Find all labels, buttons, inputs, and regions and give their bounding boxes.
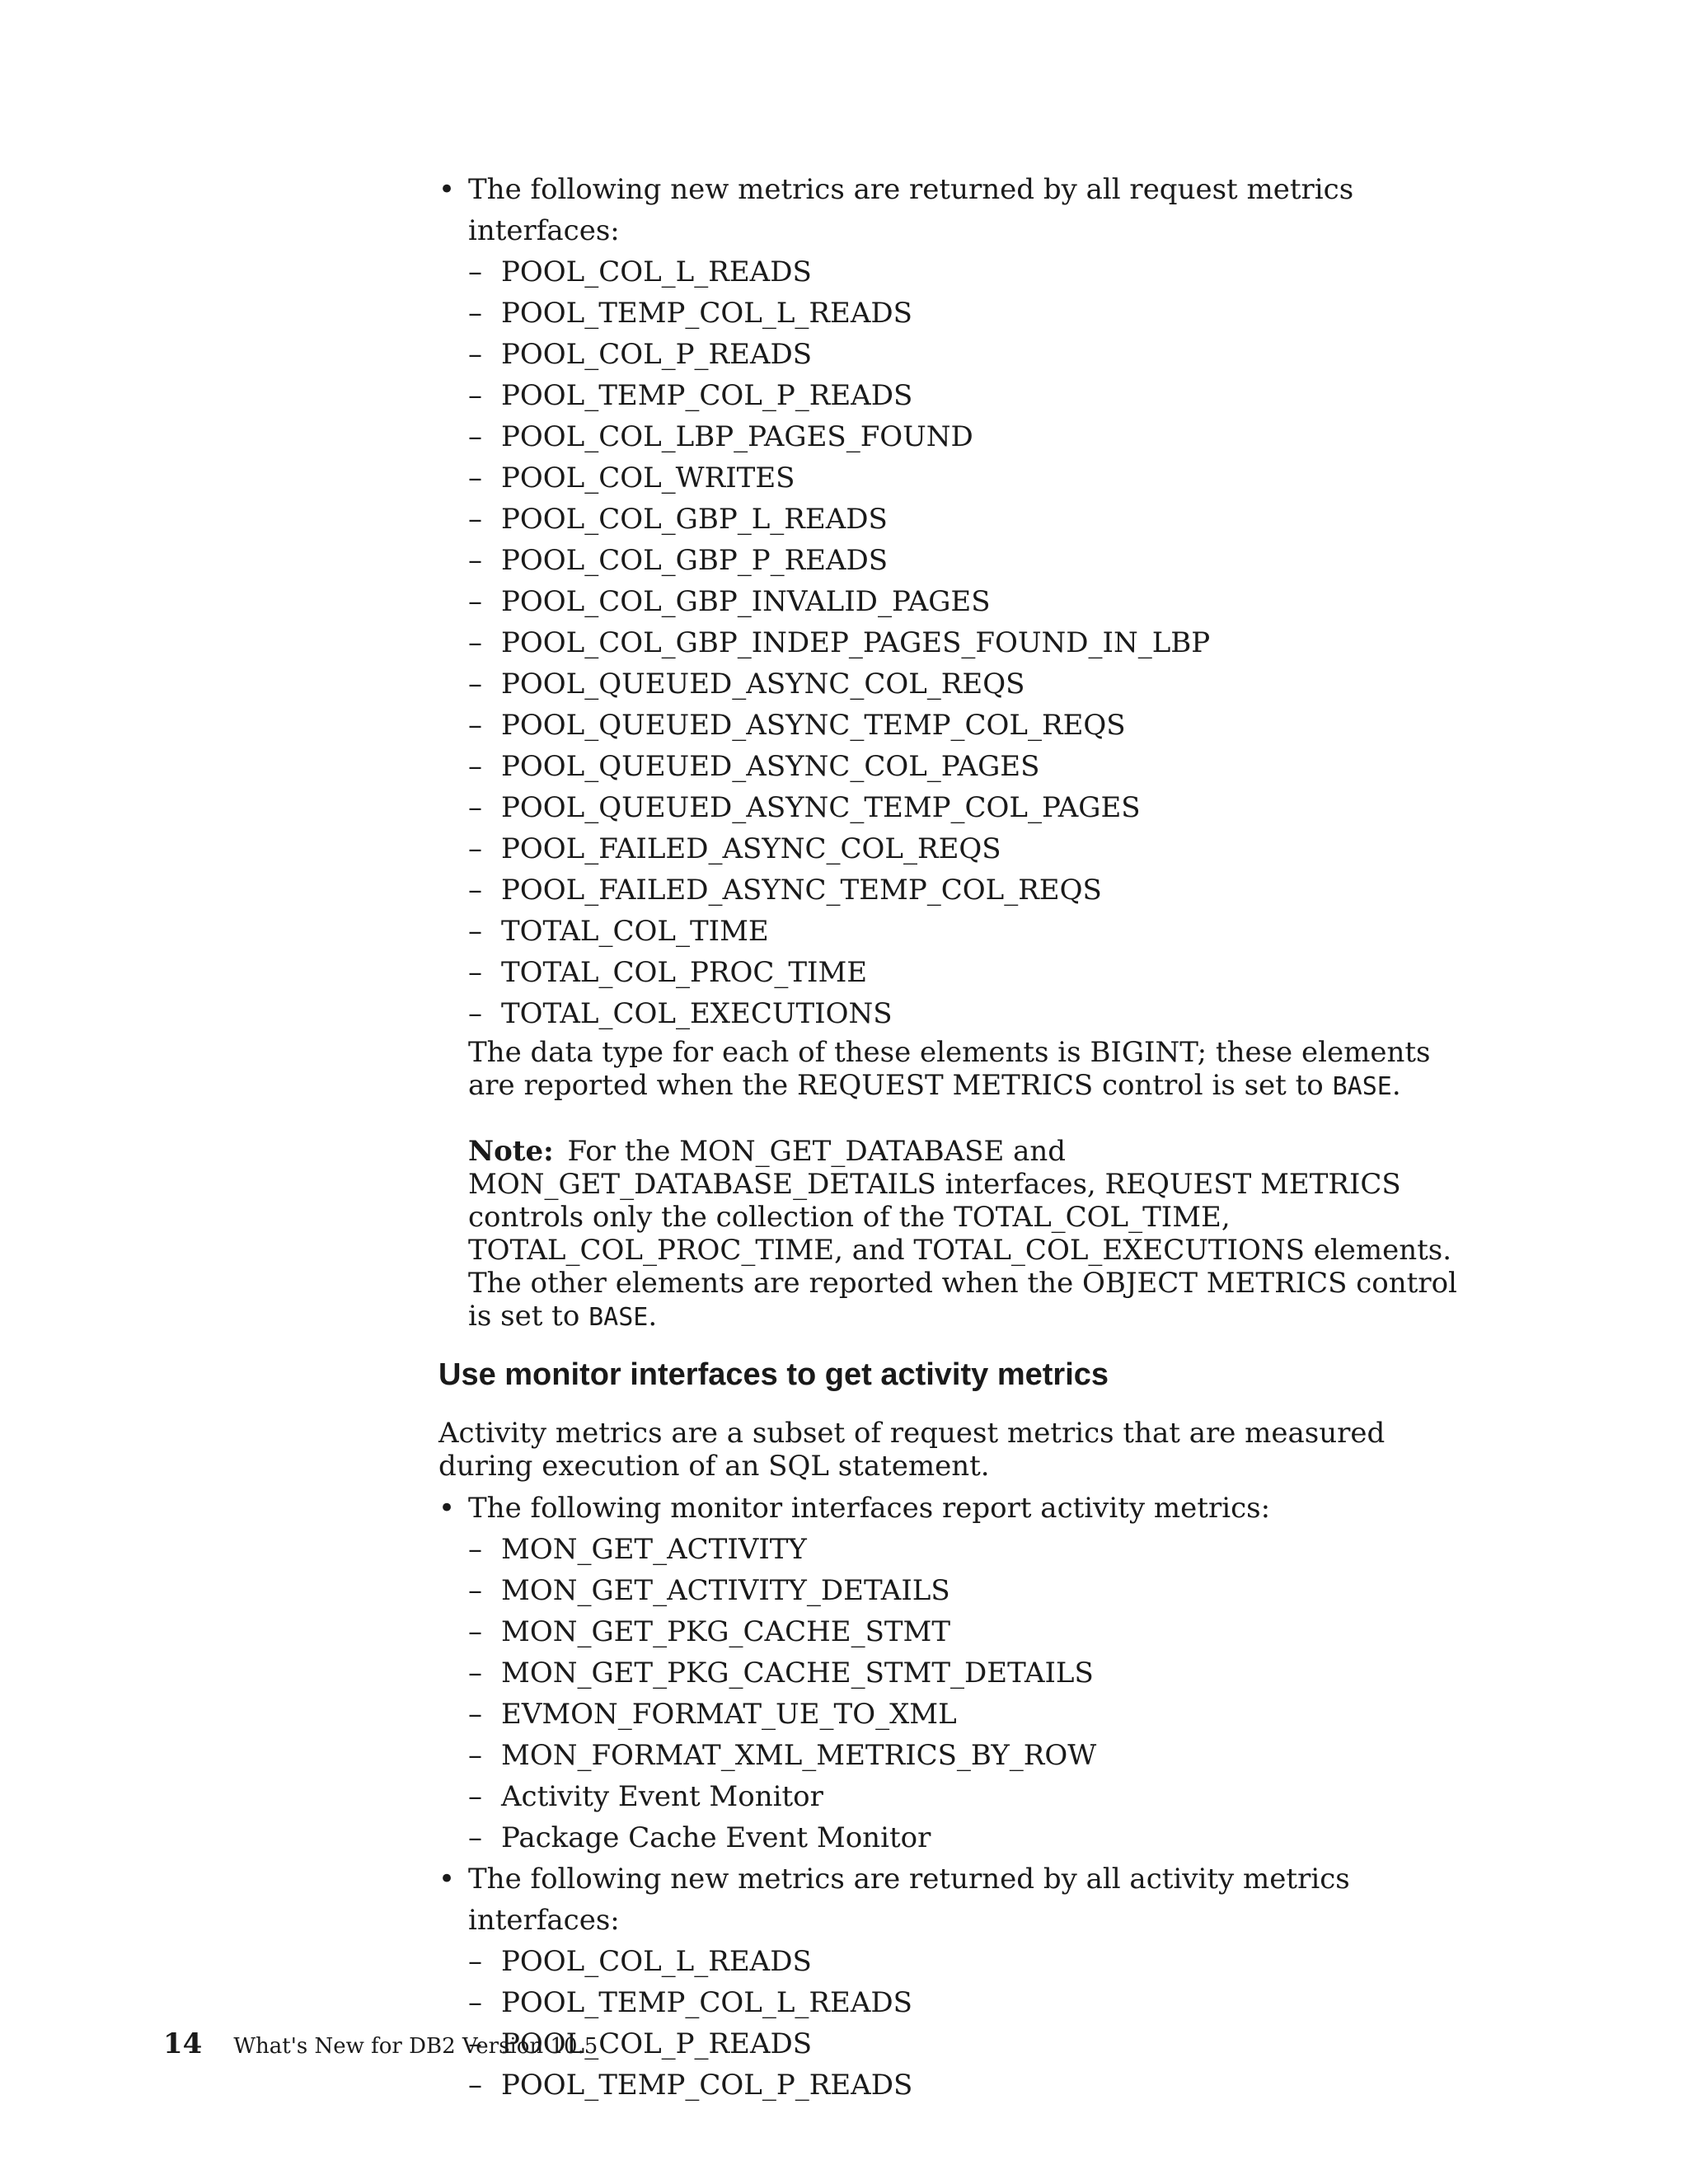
list-item: – POOL_COL_L_READS bbox=[438, 1941, 1485, 1982]
note-code: BASE bbox=[588, 1303, 649, 1332]
interfaces-bullet: • The following monitor interfaces report activity metrics: bbox=[438, 1488, 1485, 1529]
list-item: – MON_GET_ACTIVITY_DETAILS bbox=[438, 1570, 1485, 1611]
note-label: Note: bbox=[468, 1135, 554, 1168]
list-item: – POOL_TEMP_COL_L_READS bbox=[438, 293, 1485, 334]
list-item: – POOL_COL_WRITES bbox=[438, 457, 1485, 499]
page-footer bbox=[163, 2027, 598, 2063]
activity-metrics-list bbox=[438, 1941, 1485, 2106]
interfaces-list bbox=[438, 1529, 1485, 1858]
list-item: – TOTAL_COL_TIME bbox=[438, 911, 1485, 952]
list-item: – POOL_COL_GBP_L_READS bbox=[438, 499, 1485, 540]
footer-title: What's New for DB2 Version 10.5 bbox=[233, 2034, 598, 2059]
datatype-code: BASE bbox=[1332, 1072, 1392, 1101]
list-item: – POOL_FAILED_ASYNC_COL_REQS bbox=[438, 828, 1485, 869]
list-item: – EVMON_FORMAT_UE_TO_XML bbox=[438, 1694, 1485, 1735]
note-end: . bbox=[648, 1300, 658, 1333]
datatype-text: The data type for each of these elements is BIGINT; these elements are reported when the REQUEST METRICS control is set to bbox=[468, 1036, 1431, 1102]
note-text: For the MON_GET_DATABASE and MON_GET_DATABASE_DETAILS interfaces, REQUEST METRICS controls only the collection of the TOTAL_COL_TIME, TOTAL_COL_PROC_TIME, and TOTAL_COL_EXECUTIONS elements. The other elements are reported when the OBJECT METRICS control is set to bbox=[468, 1135, 1457, 1333]
list-item: – POOL_QUEUED_ASYNC_TEMP_COL_PAGES bbox=[438, 787, 1485, 828]
list-item: – MON_FORMAT_XML_METRICS_BY_ROW bbox=[438, 1735, 1485, 1776]
list-item: – TOTAL_COL_PROC_TIME bbox=[438, 952, 1485, 993]
list-item: – POOL_COL_P_READS bbox=[438, 2023, 1485, 2064]
list-item: – POOL_COL_GBP_P_READS bbox=[438, 540, 1485, 581]
page-number: 14 bbox=[163, 2027, 203, 2060]
list-item: – POOL_COL_L_READS bbox=[438, 251, 1485, 293]
section-heading: Use monitor interfaces to get activity metrics bbox=[438, 1357, 1109, 1392]
list-item: – MON_GET_ACTIVITY bbox=[438, 1529, 1485, 1570]
list-item: – MON_GET_PKG_CACHE_STMT bbox=[438, 1611, 1485, 1652]
list-item: – POOL_FAILED_ASYNC_TEMP_COL_REQS bbox=[438, 869, 1485, 911]
list-item: – POOL_QUEUED_ASYNC_COL_PAGES bbox=[438, 746, 1485, 787]
list-item: – POOL_COL_LBP_PAGES_FOUND bbox=[438, 416, 1485, 457]
list-item: – POOL_COL_GBP_INDEP_PAGES_FOUND_IN_LBP bbox=[438, 622, 1485, 663]
page-content bbox=[438, 169, 1485, 2106]
list-item: – POOL_COL_GBP_INVALID_PAGES bbox=[438, 581, 1485, 622]
note-paragraph bbox=[438, 1135, 1485, 1334]
intro-paragraph: Activity metrics are a subset of request metrics that are measured during execution of an SQL statement. bbox=[438, 1417, 1386, 1483]
list-item: – MON_GET_PKG_CACHE_STMT_DETAILS bbox=[438, 1652, 1485, 1694]
list-item: – POOL_TEMP_COL_P_READS bbox=[438, 375, 1485, 416]
list-item: – POOL_QUEUED_ASYNC_COL_REQS bbox=[438, 663, 1485, 705]
list-item: – Package Cache Event Monitor bbox=[438, 1817, 1485, 1858]
datatype-paragraph bbox=[438, 1036, 1485, 1104]
request-metrics-bullet: • The following new metrics are returned by all request metrics interfaces: bbox=[438, 169, 1485, 251]
list-item: – Activity Event Monitor bbox=[438, 1776, 1485, 1817]
datatype-end: . bbox=[1391, 1069, 1401, 1102]
list-item: – POOL_QUEUED_ASYNC_TEMP_COL_REQS bbox=[438, 705, 1485, 746]
list-item: – TOTAL_COL_EXECUTIONS bbox=[438, 993, 1485, 1034]
list-item: – POOL_TEMP_COL_L_READS bbox=[438, 1982, 1485, 2023]
activity-metrics-bullet: • The following new metrics are returned by all activity metrics interfaces: bbox=[438, 1858, 1485, 1941]
list-item: – POOL_COL_P_READS bbox=[438, 334, 1485, 375]
list-item: – POOL_TEMP_COL_P_READS bbox=[438, 2064, 1485, 2106]
request-metrics-list bbox=[438, 251, 1485, 1034]
